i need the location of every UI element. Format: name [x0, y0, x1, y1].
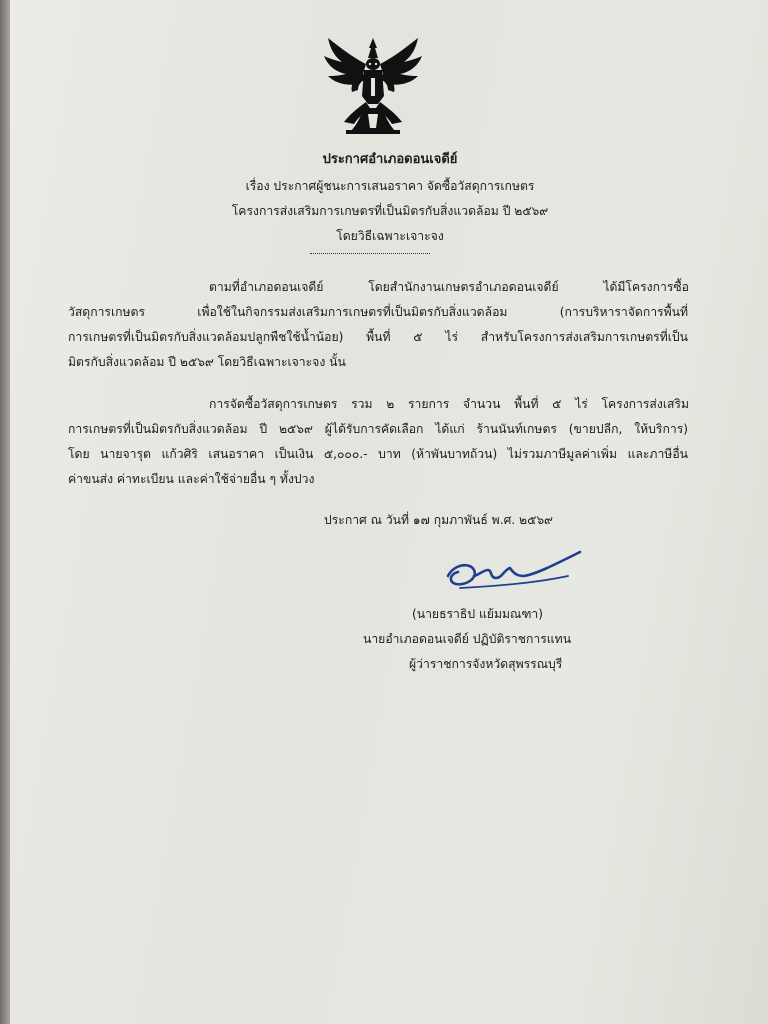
paragraph-line: วัสดุการเกษตร เพื่อใช้ในกิจกรรมส่งเสริมการเกษตรที่เป็นมิตรกับสิ่งแวดล้อม (การบริหาราจัดการพื้นที่	[68, 305, 688, 319]
paragraph-line: ตามที่อำเภอดอนเจดีย์ โดยสำนักงานเกษตรอำเภอดอนเจดีย์ ได้มีโครงการซื้อ	[209, 280, 689, 294]
subject-line: เรื่อง ประกาศผู้ชนะการเสนอราคา จัดซื้อวัสดุการเกษตร	[245, 179, 535, 193]
garuda-emblem-icon	[320, 34, 426, 138]
signer-position: ผู้ว่าราชการจังหวัดสุพรรณบุรี	[409, 657, 563, 671]
paragraph-line: การเกษตรที่เป็นมิตรกับสิ่งแวดล้อม ปี ๒๕๖๙ ผู้ได้รับการคัดเลือก ได้แก่ ร้านนันท์เกษตร (ขายปลีก, ให้บริการ)	[68, 422, 688, 436]
subject-line: โดยวิธีเฉพาะเจาะจง	[336, 229, 444, 243]
announce-date: ประกาศ ณ วันที่ ๑๗ กุมภาพันธ์ พ.ศ. ๒๕๖๙	[324, 513, 553, 527]
paragraph-line: การเกษตรที่เป็นมิตรกับสิ่งแวดล้อมปลูกพืชใช้น้ำน้อย) พื้นที่ ๕ ไร่ สำหรับโครงการส่งเสริมการเกษตรที่เป็น	[68, 330, 688, 344]
signer-position: นายอำเภอดอนเจดีย์ ปฏิบัติราชการแทน	[363, 632, 572, 646]
dotted-divider	[310, 253, 430, 254]
signer-name: (นายธราธิป แย้มมณฑา)	[412, 607, 544, 621]
handwritten-signature	[440, 546, 590, 596]
document-title: ประกาศอำเภอดอนเจดีย์	[322, 152, 458, 167]
paragraph-line: การจัดซื้อวัสดุการเกษตร รวม ๒ รายการ จำนวน พื้นที่ ๕ ไร่ โครงการส่งเสริม	[209, 397, 689, 411]
subject-line: โครงการส่งเสริมการเกษตรที่เป็นมิตรกับสิ่งแวดล้อม ปี ๒๕๖๙	[231, 204, 549, 218]
paragraph-line: โดย นายจารุต แก้วศิริ เสนอราคา เป็นเงิน ๕,๐๐๐.- บาท (ห้าพันบาทถ้วน) ไม่รวมภาษีมูลค่าเพิ่ม และภาษีอื่น	[68, 447, 688, 461]
document-page	[10, 0, 768, 1024]
paragraph-line: ค่าขนส่ง ค่าทะเบียน และค่าใช้จ่ายอื่น ๆ ทั้งปวง	[68, 472, 315, 486]
paragraph-line: มิตรกับสิ่งแวดล้อม ปี ๒๕๖๙ โดยวิธีเฉพาะเจาะจง นั้น	[68, 355, 346, 369]
page-edge-shadow	[0, 0, 10, 1024]
